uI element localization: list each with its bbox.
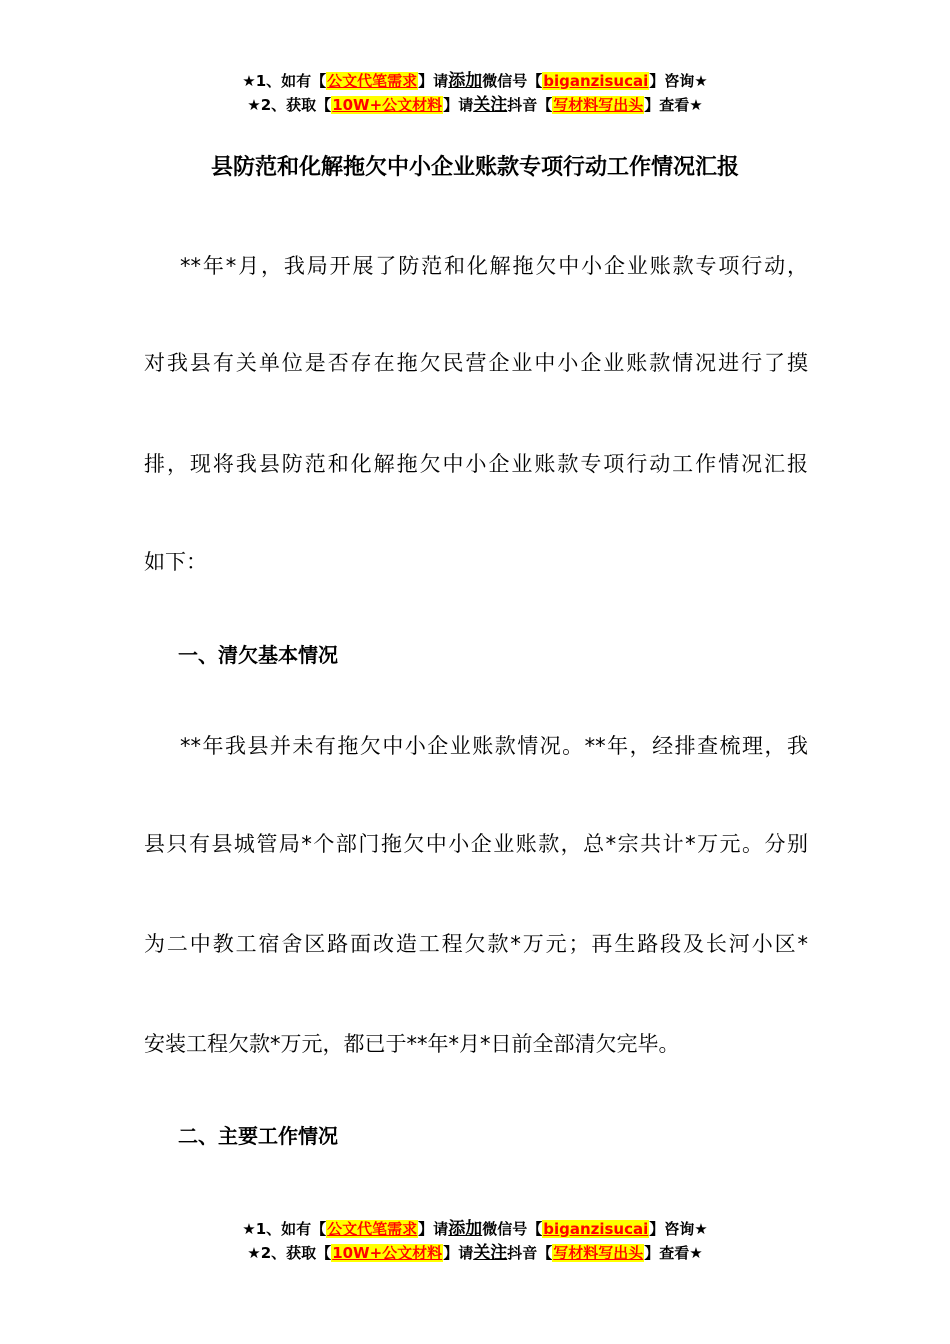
banner-text: 】请 [418, 72, 449, 90]
banner-text: 】请 [443, 96, 474, 114]
service-highlight: 公文代笔需求 [327, 1220, 418, 1238]
section-1-line-1: **年我县并未有拖欠中小企业账款情况。**年，经排查梳理，我 [180, 734, 808, 758]
intro-line-4: 如下： [144, 550, 207, 574]
intro-line-3: 排，现将我县防范和化解拖欠中小企业账款专项行动工作情况汇报 [144, 452, 808, 476]
top-banner [0, 69, 950, 117]
wechat-id: biganzisucai [543, 72, 649, 90]
intro-line-1: **年*月，我局开展了防范和化解拖欠中小企业账款专项行动， [180, 254, 808, 278]
banner-text: 】请 [443, 1244, 474, 1262]
banner-text: 】请 [418, 1220, 449, 1238]
banner-text: ★1、如有【 [242, 1220, 327, 1238]
banner-text: ★2、获取【 [247, 1244, 332, 1262]
banner-text: 微信号【 [482, 1220, 543, 1238]
banner-line-2 [0, 93, 950, 117]
bottom-banner [0, 1217, 950, 1265]
section-1-line-2: 县只有县城管局*个部门拖欠中小企业账款，总*宗共计*万元。分别 [144, 832, 808, 856]
banner-text: 】查看★ [644, 96, 703, 114]
service-highlight: 公文代笔需求 [327, 72, 418, 90]
follow-emphasis: 关注 [473, 1243, 508, 1263]
add-emphasis: 添加 [448, 71, 483, 91]
materials-highlight: 10W+公文材料 [332, 1244, 443, 1262]
banner-line-1 [0, 69, 950, 93]
banner-text: 】咨询★ [649, 72, 708, 90]
banner-text: ★1、如有【 [242, 72, 327, 90]
douyin-account: 写材料写出头 [553, 96, 644, 114]
section-2-heading: 二、主要工作情况 [178, 1124, 338, 1148]
banner-line-2 [0, 1241, 950, 1265]
add-emphasis: 添加 [448, 1219, 483, 1239]
banner-text: 】查看★ [644, 1244, 703, 1262]
section-1-line-4: 安装工程欠款*万元，都已于**年*月*日前全部清欠完毕。 [144, 1032, 680, 1056]
banner-text: 抖音【 [507, 1244, 553, 1262]
douyin-account: 写材料写出头 [553, 1244, 644, 1262]
wechat-id: biganzisucai [543, 1220, 649, 1238]
banner-text: 微信号【 [482, 72, 543, 90]
materials-highlight: 10W+公文材料 [332, 96, 443, 114]
intro-line-2: 对我县有关单位是否存在拖欠民营企业中小企业账款情况进行了摸 [144, 351, 808, 375]
banner-text: 抖音【 [507, 96, 553, 114]
section-1-line-3: 为二中教工宿舍区路面改造工程欠款*万元；再生路段及长河小区* [144, 932, 808, 956]
section-1-heading: 一、清欠基本情况 [178, 643, 338, 667]
banner-text: 】咨询★ [649, 1220, 708, 1238]
banner-text: ★2、获取【 [247, 96, 332, 114]
follow-emphasis: 关注 [473, 95, 508, 115]
banner-line-1 [0, 1217, 950, 1241]
document-title: 县防范和化解拖欠中小企业账款专项行动工作情况汇报 [210, 155, 739, 180]
